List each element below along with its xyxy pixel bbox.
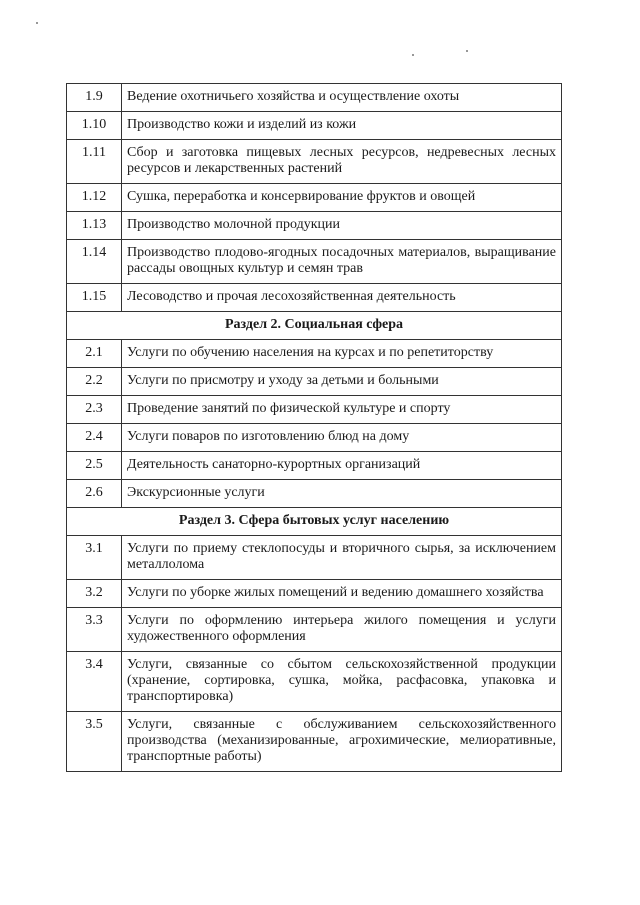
table-row [67, 184, 562, 212]
item-number: 3.2 [67, 580, 122, 608]
table-row [67, 580, 562, 608]
item-description: Производство молочной продукции [122, 212, 562, 240]
section-header-row [67, 508, 562, 536]
item-number: 2.6 [67, 480, 122, 508]
table-row [67, 712, 562, 772]
scan-speck [412, 54, 414, 56]
item-description: Услуги по обучению населения на курсах и по репетиторству [122, 340, 562, 368]
table-row [67, 652, 562, 712]
item-number: 3.3 [67, 608, 122, 652]
item-description: Услуги по оформлению интерьера жилого помещения и услуги художественного оформления [122, 608, 562, 652]
document-page [66, 83, 562, 772]
item-description: Производство кожи и изделий из кожи [122, 112, 562, 140]
item-description: Деятельность санаторно-курортных организаций [122, 452, 562, 480]
table-row [67, 84, 562, 112]
item-description: Экскурсионные услуги [122, 480, 562, 508]
table-body [67, 84, 562, 772]
table-row [67, 452, 562, 480]
item-description: Услуги по присмотру и уходу за детьми и больными [122, 368, 562, 396]
item-description: Ведение охотничьего хозяйства и осуществление охоты [122, 84, 562, 112]
table-row [67, 240, 562, 284]
item-number: 2.2 [67, 368, 122, 396]
item-number: 1.10 [67, 112, 122, 140]
item-description: Услуги, связанные с обслуживанием сельскохозяйственного производства (механизированные, агрохимические, мелиоративные, транспортные работы) [122, 712, 562, 772]
table-row [67, 536, 562, 580]
table-row [67, 340, 562, 368]
item-description: Лесоводство и прочая лесохозяйственная деятельность [122, 284, 562, 312]
item-number: 3.1 [67, 536, 122, 580]
section-header-row [67, 312, 562, 340]
item-number: 3.4 [67, 652, 122, 712]
scan-speck [466, 50, 468, 52]
item-number: 2.5 [67, 452, 122, 480]
item-description: Услуги, связанные со сбытом сельскохозяйственной продукции (хранение, сортировка, сушка, мойка, расфасовка, упаковка и транспортировка) [122, 652, 562, 712]
item-description: Услуги по уборке жилых помещений и ведению домашнего хозяйства [122, 580, 562, 608]
item-description: Сбор и заготовка пищевых лесных ресурсов, недревесных лесных ресурсов и лекарственных растений [122, 140, 562, 184]
item-number: 1.11 [67, 140, 122, 184]
item-number: 1.9 [67, 84, 122, 112]
item-description: Проведение занятий по физической культуре и спорту [122, 396, 562, 424]
section-title: Раздел 2. Социальная сфера [67, 312, 562, 340]
table-row [67, 396, 562, 424]
item-number: 1.14 [67, 240, 122, 284]
item-number: 1.12 [67, 184, 122, 212]
table-row [67, 424, 562, 452]
item-number: 2.1 [67, 340, 122, 368]
item-description: Услуги по приему стеклопосуды и вторичного сырья, за исключением металлолома [122, 536, 562, 580]
table-row [67, 480, 562, 508]
section-title: Раздел 3. Сфера бытовых услуг населению [67, 508, 562, 536]
item-number: 3.5 [67, 712, 122, 772]
activities-table [66, 83, 562, 772]
table-row [67, 212, 562, 240]
table-row [67, 608, 562, 652]
item-number: 1.15 [67, 284, 122, 312]
item-number: 1.13 [67, 212, 122, 240]
scan-speck [36, 22, 38, 24]
item-description: Производство плодово-ягодных посадочных материалов, выращивание рассады овощных культур и семян трав [122, 240, 562, 284]
item-description: Сушка, переработка и консервирование фруктов и овощей [122, 184, 562, 212]
table-row [67, 112, 562, 140]
table-row [67, 368, 562, 396]
table-row [67, 284, 562, 312]
item-description: Услуги поваров по изготовлению блюд на дому [122, 424, 562, 452]
item-number: 2.4 [67, 424, 122, 452]
item-number: 2.3 [67, 396, 122, 424]
table-row [67, 140, 562, 184]
